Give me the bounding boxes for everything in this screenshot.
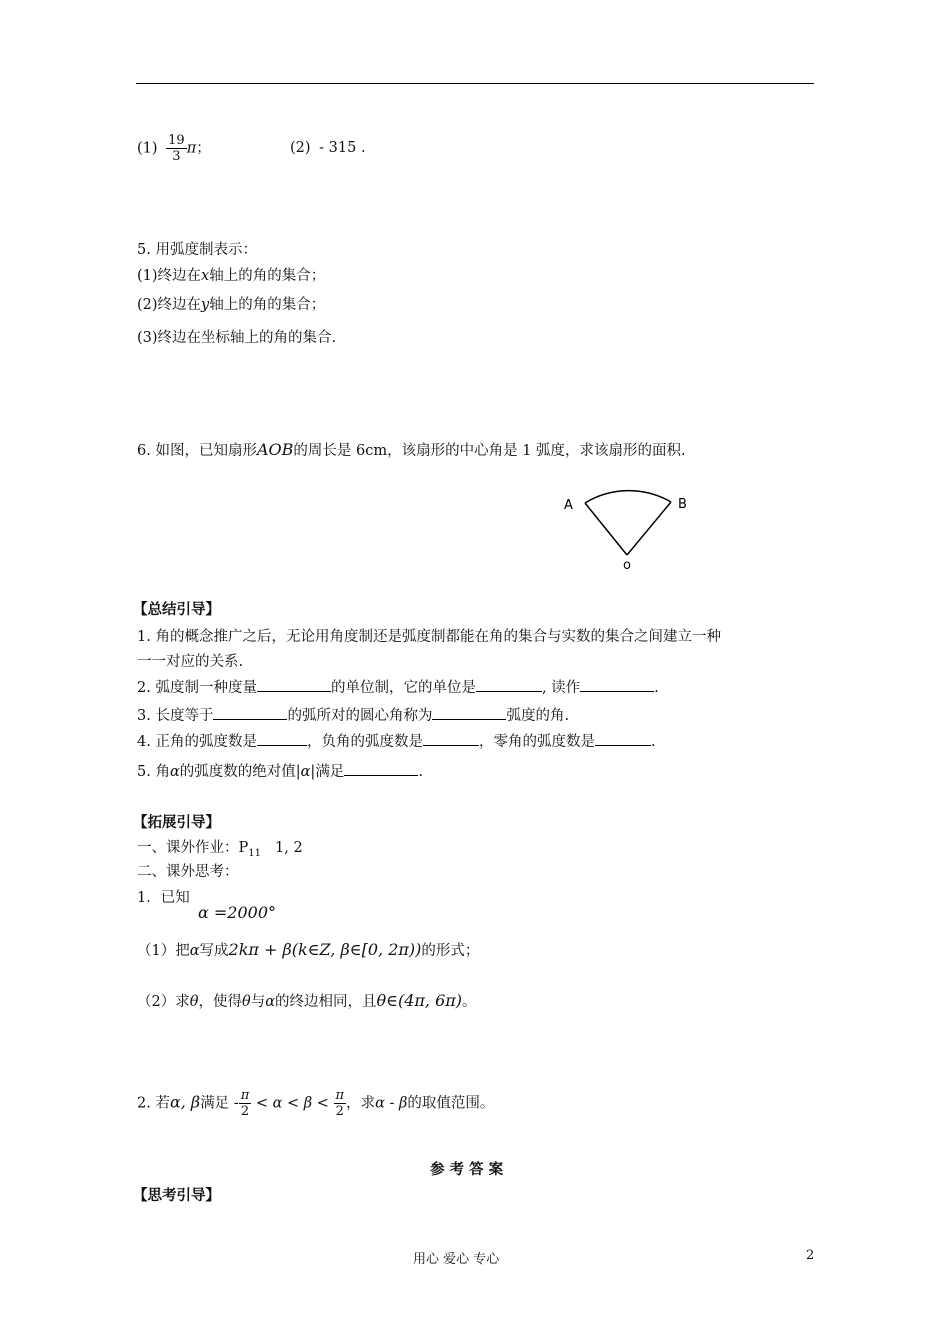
q6-text: 6. 如图，已知扇形AOB的周长是 6cm，该扇形的中心角是 1 弧度，求该扇形的面积. bbox=[137, 440, 686, 459]
ext-2: 2. 若α, β满足 - $\frac{\pi}{2}$ < α < β < $\frac{\pi}{2}$ ，求α - β的取值范围。 bbox=[137, 1088, 495, 1119]
ext-1-part1: （1）把α写成2kπ + β(k∈Z, β∈[0, 2π))的形式； bbox=[137, 940, 480, 959]
summary-line-4: 4. 正角的弧度数是 ，负角的弧度数是 ，零角的弧度数是 . bbox=[137, 731, 656, 752]
sector-radius-ob bbox=[627, 502, 671, 555]
page-number: 2 bbox=[806, 1248, 815, 1263]
summary-heading: 【总结引导】 bbox=[133, 602, 220, 618]
answers-heading: 【思考引导】 bbox=[133, 1188, 220, 1204]
fraction-pi-over-2: $\frac{\pi}{2}$ bbox=[240, 1088, 250, 1119]
q5-item-1: (1)终边在x轴上的角的集合； bbox=[137, 268, 326, 284]
summary-line-3: 3. 长度等于 的弧所对的圆心角称为 弧度的角. bbox=[137, 705, 569, 726]
footer-center: 用心 爱心 专心 bbox=[413, 1252, 500, 1267]
q5-item-2: (2)终边在y轴上的角的集合； bbox=[137, 297, 326, 313]
header-rule bbox=[136, 83, 814, 84]
sector-figure bbox=[555, 478, 705, 573]
summary-line-1a: 1. 角的概念推广之后，无论用角度制还是弧度制都能在角的集合与实数的集合之间建立一种 bbox=[137, 629, 721, 645]
answers-title: 参 考 答 案 bbox=[430, 1162, 504, 1178]
sector-radius-oa bbox=[585, 503, 627, 555]
q5-item-3: (3)终边在坐标轴上的角的集合. bbox=[137, 330, 337, 346]
ext-1-eq: α =2000° bbox=[198, 903, 277, 922]
answer-blank[interactable] bbox=[423, 731, 479, 746]
q4-part2-value: - 315 bbox=[319, 140, 357, 156]
answer-blank[interactable] bbox=[257, 677, 331, 692]
answer-blank[interactable] bbox=[476, 677, 542, 692]
answer-blank[interactable] bbox=[580, 677, 654, 692]
q4-part2: (2) - 315 . bbox=[290, 140, 366, 156]
point-o-label: o bbox=[623, 558, 631, 573]
extension-heading: 【拓展引导】 bbox=[133, 815, 220, 831]
sector-arc bbox=[585, 491, 671, 503]
q4-part1: (1) $\frac{19}{3}$ π； bbox=[137, 133, 211, 164]
fraction: $\frac{19}{3}$ bbox=[168, 133, 185, 164]
fraction-pi-over-2: $\frac{\pi}{2}$ bbox=[335, 1088, 345, 1119]
ext-1-part2: （2）求θ，使得θ与α的终边相同，且θ∈(4π, 6π)。 bbox=[137, 991, 477, 1010]
homework-line: 一、课外作业：$P_{11}$ 1, 2 bbox=[137, 840, 303, 859]
q5-title: 5. 用弧度制表示： bbox=[137, 242, 257, 258]
summary-line-5: 5. 角α的弧度数的绝对值|α|满足 . bbox=[137, 761, 423, 782]
summary-line-1b: 一一对应的关系. bbox=[137, 654, 244, 670]
answer-blank[interactable] bbox=[344, 761, 418, 776]
q4-part1-label: (1) bbox=[137, 140, 158, 157]
answer-blank[interactable] bbox=[257, 731, 307, 746]
answer-blank[interactable] bbox=[213, 705, 287, 720]
point-b-label: B bbox=[678, 497, 687, 512]
answer-blank[interactable] bbox=[432, 705, 506, 720]
summary-line-2: 2. 弧度制一种度量 的单位制，它的单位是 , 读作 . bbox=[137, 677, 659, 698]
point-a-label: A bbox=[564, 498, 573, 513]
think-line: 二、课外思考： bbox=[137, 864, 239, 880]
answer-blank[interactable] bbox=[595, 731, 651, 746]
ext-1: 1．已知 bbox=[137, 890, 190, 906]
